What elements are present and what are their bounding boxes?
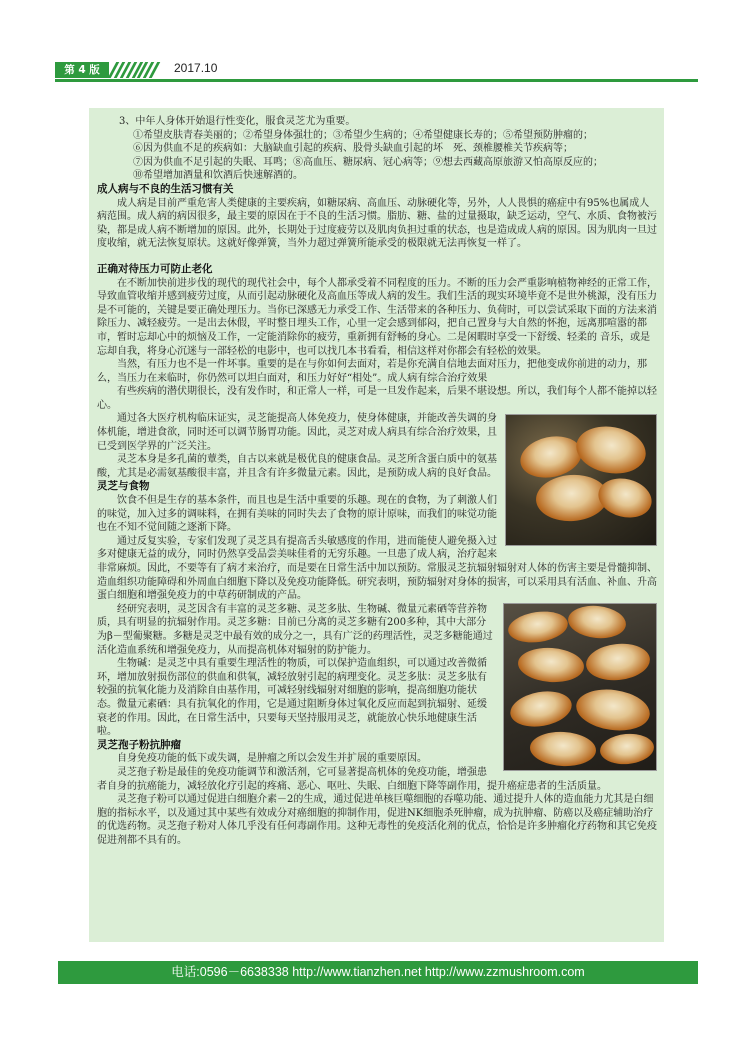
article-body	[97, 115, 657, 847]
section-paragraph: 成人病是目前严重危害人类健康的主要疾病，如糖尿病、高血压、动脉硬化等，另外，人人畏惧的癌症中有95%也属成人病范围。成人病的病因很多，最主要的原因在于不良的生活习惯。脂肪、糖、盐的过量摄取，缺乏运动，空气、水质、食物被污染，都是成人病不断增加的原因。此外，长期处于过度疲劳以及肌肉负担过重的状态，也是造成成人病的原因。因为肌肉一旦过度收缩，就无法恢复原状。这就好像弹簧，当外力超过弹簧所能承受的极限就无法再恢复一样了。	[97, 197, 657, 250]
section-paragraph: 灵芝本身是多孔菌的蕈类，自古以来就是极优良的健康食品。灵芝所含蛋白质中的氨基酸，尤其是必需氨基酸很丰富，并且含有许多微量元素。因此，是预防成人病的良好食品。	[97, 454, 497, 479]
section-paragraph: 饮食不但是生存的基本条件，而且也是生活中重要的乐趣。现在的食物，为了刺激人们的味觉，加入过多的调味料，在拥有美味的同时失去了食物的原计原味，而我们的味觉功能也在不知不觉间随之逐渐下降。	[97, 495, 497, 534]
intro-item-1: ①希望皮肤青春美丽的；②希望身体强壮的；③希望少生病的；④希望健康长寿的；⑤希望预防肿瘤的；	[133, 129, 593, 141]
section-title-spore-powder: 灵芝孢子粉抗肿瘤	[97, 738, 181, 751]
section-paragraph: 在不断加快前进步伐的现代的现代社会中，每个人都承受着不同程度的压力。不断的压力会严重影响植物神经的正常工作，导致血管收缩并感到疲劳过度，从而引起动脉硬化及高血压等成人病的发生。我们生活的现实环境毕竟不是世外桃源，没有压力是不可能的，关键是要正确处理压力。当你已深感无力承受工作、生活带来的各种压力、负荷时，可以尝试采取下面的方法来消除压力、减轻疲劳。一是出去休假，平时整日埋头工作，心里一定会感到郁闷，把自己置身与大自然的怀抱，远离那喧嚣的都市，暂时忘却心中的烦恼及工作，一定能消除你的疲劳，重新拥有舒畅的身心。二是闲暇时享受一下舒缓、轻柔的 音乐，或是忘却自我，将身心沉迷与一部轻松的电影中，也可以找几本书看看，相信这样对你都会有轻松的效果。	[97, 277, 657, 357]
section-paragraph: 经研究表明，灵芝因含有丰富的灵芝多糖、灵芝多肽、生物碱、微量元素硒等营养物质，具有明显的抗辐射作用。灵芝多糖：目前已分离的灵芝多糖有200多种，其中大部分为β－型葡聚糖。多糖是灵芝中最有效的成分之一，具有广泛的药理活性，灵芝多糖能通过活化造血系统和增强免疫力，从而提高机体对辐射的防护能力。	[97, 603, 493, 656]
section-paragraph: 灵芝孢子粉是最佳的免疫功能调节和激活剂，它可显著提高机体的免疫功能，增强患者自身的抗癌能力，减轻放化疗引起的疼痛、恶心、呕吐、失眠、白细胞下降等副作用，提升癌症患者的生活质量。	[97, 766, 607, 792]
header-stripes-decoration	[112, 62, 156, 78]
section-title-food: 灵芝与食物	[97, 480, 150, 493]
section-paragraph: 当然，有压力也不是一件坏事。重要的是在与你如何去面对，若是你充满自信地去面对压力，把他变成你前进的动力，那么，当压力在来临时，你仍然可以坦白面对，和压力好好“相处”。成人病有综合治疗效果	[97, 359, 647, 384]
section-paragraph: 生物碱：是灵芝中具有重要生理活性的物质，可以保护造血组织，可以通过改善微循环，增加放射损伤部位的供血和供氧，减轻放射引起的病理变化。灵芝多肽：灵芝多肽有较强的抗氧化能力及消除自由基作用，可减轻射线辐射对细胞的影响，提高细胞功能状态。微量元素硒：具有抗氧化的作用，它是通过阻断身体过氧化反应而起到抗辐射、延缓衰老的作用。因此，在日常生活中，只要每天坚持服用灵芝，就能放心快乐地健康生活啦。	[97, 658, 487, 738]
lingzhi-photo-1	[505, 414, 657, 546]
footer-contact-bar: 电话:0596－6638338 http://www.tianzhen.net http://www.zzmushroom.com	[58, 961, 698, 984]
intro-lead: 3、中年人身体开始退行性变化，服食灵芝尤为重要。	[119, 116, 356, 127]
section-paragraph: 灵芝孢子粉可以通过促进白细胞介素－2的生成，通过促进单核巨噬细胞的吞噬功能、通过提升人体的造血能力尤其是白细胞的指标水平，以及通过其中某些有效成分对癌细胞的抑制作用，促进NK细胞杀死肿瘤，成为抗肿瘤、防癌以及癌症辅助治疗的优选药物。灵芝孢子粉对人体几乎没有任何毒副作用。这种无毒性的免疫活化剂的优点，恰恰是许多肿瘤化疗药物和其它免疫促进剂都不具有的。	[97, 794, 657, 846]
section-paragraph: 有些疾病的潜伏期很长，没有发作时，和正常人一样，可是一旦发作起来，后果不堪设想。所以，我们每个人都不能掉以轻心。	[97, 386, 657, 411]
intro-item-4: ⑩希望增加酒量和饮酒后快速解酒的。	[133, 170, 303, 182]
page-header	[0, 58, 754, 84]
section-paragraph: 通过反复实验，专家们发现了灵芝具有提高舌头敏感度的作用，进而能使人避免摄入过多对健康无益的成分，同时仍然享受品尝美味佳肴的无穷乐趣。一旦患了成人病，治疗起来非常麻烦。因此，不要等有了病才来治疗，而是要在日常生活中加以预防。常服灵芝抗辐射辐射对人体的伤害主要是骨髓抑制、造血组织功能障碍和外周血白细胞下降以及免疫功能降低。研究表明，预防辐射对身体的损害，可以采用具有活血、补血、升高蛋白细胞和增强免疫力的中草药研制成的产品。	[97, 535, 657, 602]
section-title-adult-disease: 成人病与不良的生活习惯有关	[97, 182, 234, 195]
section-title-stress: 正确对待压力可防止老化	[97, 262, 213, 275]
lingzhi-photo-2	[503, 603, 657, 771]
section-paragraph: 自身免疫功能的低下或失调，是肿瘤之所以会发生并扩展的重要原因。	[117, 753, 427, 765]
intro-item-3: ⑦因为供血不足引起的失眠、耳鸣；⑧高血压、糖尿病、冠心病等；⑨想去西藏高原旅游又怕高原反应的；	[133, 156, 603, 168]
section-paragraph: 通过各大医疗机构临床证实，灵芝能提高人体免疫力，使身体健康，并能改善失调的身体机能，增进食欲，同时还可以调节肠胃功能。因此，灵芝对成人病具有综合治疗效果，且已受到医学界的广泛关注。	[97, 413, 497, 452]
page-number-label: 第 4 版	[55, 62, 109, 78]
intro-item-2: ⑥因为供血不足的疾病如：大脑缺血引起的疾病、股骨头缺血引起的坏 死、颈椎腰椎关节疾病等；	[133, 143, 573, 155]
issue-date: 2017.10	[174, 61, 218, 75]
header-divider	[55, 79, 698, 82]
